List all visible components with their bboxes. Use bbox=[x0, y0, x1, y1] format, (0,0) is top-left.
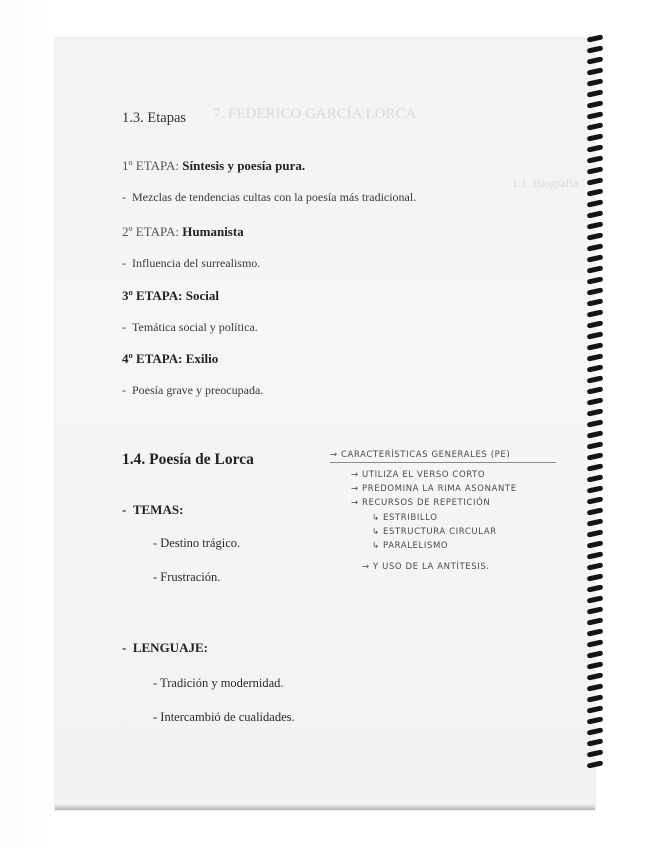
spiral-coil bbox=[587, 210, 604, 218]
lenguaje-item-2: - Intercambió de cualidades. bbox=[153, 710, 295, 724]
lenguaje-item-1: - Tradición y modernidad. bbox=[153, 676, 284, 690]
stage-3-heading bbox=[122, 288, 219, 304]
spiral-coil bbox=[587, 188, 604, 196]
spiral-coil bbox=[587, 463, 604, 471]
spiral-coil bbox=[587, 419, 604, 427]
stage-4-heading bbox=[122, 351, 218, 367]
notebook-page bbox=[55, 38, 595, 810]
spiral-coil bbox=[587, 496, 604, 504]
spiral-coil bbox=[587, 474, 604, 482]
handwritten-note-1: → UTILIZA EL VERSO CORTO bbox=[351, 470, 486, 480]
section-title-etapas: 1.3. Etapas bbox=[122, 110, 187, 126]
bullet-dash: - bbox=[122, 383, 132, 397]
spiral-coil bbox=[587, 650, 604, 658]
spiral-coil bbox=[587, 56, 604, 64]
lenguaje-label bbox=[122, 640, 208, 656]
spiral-coil bbox=[587, 375, 604, 383]
spiral-coil bbox=[587, 309, 604, 317]
stage-3-name: Social bbox=[185, 288, 219, 303]
spiral-binding bbox=[587, 36, 605, 776]
stage-1-heading bbox=[122, 158, 305, 174]
spiral-coil bbox=[587, 232, 604, 240]
spiral-coil bbox=[587, 507, 604, 515]
spiral-coil bbox=[587, 661, 604, 669]
temas-label-text: TEMAS: bbox=[132, 502, 184, 517]
stage-1-description bbox=[122, 190, 416, 205]
stage-3-number: 3º ETAPA: bbox=[122, 288, 186, 303]
bullet-dash: - bbox=[122, 320, 132, 334]
spiral-coil bbox=[587, 397, 604, 405]
spiral-coil bbox=[587, 100, 604, 108]
spiral-coil bbox=[587, 705, 604, 713]
spiral-coil bbox=[587, 320, 604, 328]
spiral-coil bbox=[587, 738, 604, 746]
bleed-through-subtitle: 1.1. Biografía bbox=[512, 176, 579, 190]
spiral-coil bbox=[587, 287, 604, 295]
stage-1-number: 1º ETAPA: bbox=[122, 158, 183, 173]
handwritten-note-4: ↳ ESTRIBILLO bbox=[372, 513, 438, 523]
spiral-coil bbox=[587, 177, 604, 185]
bullet-dash: - bbox=[122, 190, 132, 204]
spiral-coil bbox=[587, 298, 604, 306]
spiral-coil bbox=[587, 727, 604, 735]
spiral-coil bbox=[587, 408, 604, 416]
spiral-coil bbox=[587, 441, 604, 449]
spiral-coil bbox=[587, 595, 604, 603]
spiral-coil bbox=[587, 606, 604, 614]
handwritten-heading: → CARACTERÍSTICAS GENERALES (PE) bbox=[330, 450, 511, 460]
spiral-coil bbox=[587, 386, 604, 394]
lenguaje-label-text: LENGUAJE: bbox=[132, 640, 208, 655]
tema-item-1: - Destino trágico. bbox=[153, 536, 241, 550]
stage-3-description bbox=[122, 320, 258, 335]
stage-1-desc-text: Mezclas de tendencias cultas con la poesía más tradicional. bbox=[132, 190, 417, 204]
spiral-coil bbox=[587, 265, 604, 273]
stage-4-desc-text: Poesía grave y preocupada. bbox=[132, 383, 264, 397]
stage-2-description bbox=[122, 256, 260, 271]
bullet-dash: - bbox=[122, 640, 133, 655]
stage-1-name: Síntesis y poesía pura. bbox=[182, 158, 306, 173]
bullet-dash: - bbox=[122, 502, 133, 517]
bleed-through-title: 7. FEDERICO GARCÍA LORCA bbox=[213, 106, 417, 122]
spiral-coil bbox=[587, 716, 604, 724]
spiral-coil bbox=[587, 45, 604, 53]
spiral-coil bbox=[587, 353, 604, 361]
spiral-coil bbox=[587, 89, 604, 97]
stage-2-number: 2º ETAPA: bbox=[122, 224, 183, 239]
spiral-coil bbox=[587, 78, 604, 86]
handwritten-note-5: ↳ ESTRUCTURA CIRCULAR bbox=[372, 527, 497, 537]
tema-item-2: - Frustración. bbox=[153, 570, 221, 584]
spiral-coil bbox=[587, 364, 604, 372]
stage-2-name: Humanista bbox=[182, 224, 244, 239]
spiral-coil bbox=[587, 573, 604, 581]
stage-4-description bbox=[122, 383, 263, 398]
handwritten-note-3: → RECURSOS DE REPETICIÓN bbox=[351, 498, 491, 508]
page-bottom-edge bbox=[55, 804, 595, 810]
handwritten-underline bbox=[330, 462, 556, 463]
spiral-coil bbox=[587, 749, 604, 757]
spiral-coil bbox=[587, 133, 604, 141]
spiral-coil bbox=[587, 144, 604, 152]
spiral-coil bbox=[587, 166, 604, 174]
stage-2-desc-text: Influencia del surrealismo. bbox=[132, 256, 261, 270]
spiral-coil bbox=[587, 540, 604, 548]
temas-label bbox=[122, 502, 183, 518]
spiral-coil bbox=[587, 111, 604, 119]
handwritten-note-7: → Y USO DE LA ANTÍTESIS. bbox=[362, 562, 490, 572]
spiral-coil bbox=[587, 67, 604, 75]
spiral-coil bbox=[587, 122, 604, 130]
spiral-coil bbox=[587, 639, 604, 647]
spiral-coil bbox=[587, 430, 604, 438]
section-title-poesia: 1.4. Poesía de Lorca bbox=[122, 451, 254, 468]
spiral-coil bbox=[587, 551, 604, 559]
stage-2-heading bbox=[122, 224, 244, 240]
spiral-coil bbox=[587, 529, 604, 537]
spiral-coil bbox=[587, 485, 604, 493]
spiral-coil bbox=[587, 199, 604, 207]
spiral-coil bbox=[587, 155, 604, 163]
spiral-coil bbox=[587, 221, 604, 229]
spiral-coil bbox=[587, 243, 604, 251]
spiral-coil bbox=[587, 452, 604, 460]
spiral-coil bbox=[587, 694, 604, 702]
spiral-coil bbox=[587, 672, 604, 680]
spiral-coil bbox=[587, 331, 604, 339]
stage-3-desc-text: Temática social y política. bbox=[132, 320, 258, 334]
spiral-coil bbox=[587, 683, 604, 691]
handwritten-note-6: ↳ PARALELISMO bbox=[372, 541, 449, 551]
spiral-coil bbox=[587, 760, 604, 768]
spiral-coil bbox=[587, 254, 604, 262]
spiral-coil bbox=[587, 617, 604, 625]
spiral-coil bbox=[587, 562, 604, 570]
stage-4-name: Exilio bbox=[185, 351, 219, 366]
spiral-coil bbox=[587, 628, 604, 636]
stage-4-number: 4º ETAPA: bbox=[122, 351, 186, 366]
spiral-coil bbox=[587, 518, 604, 526]
spiral-coil bbox=[587, 342, 604, 350]
handwritten-note-2: → PREDOMINA LA RIMA ASONANTE bbox=[351, 484, 517, 494]
bullet-dash: - bbox=[122, 256, 132, 270]
spiral-coil bbox=[587, 276, 604, 284]
spiral-coil bbox=[587, 34, 604, 42]
spiral-coil bbox=[587, 584, 604, 592]
